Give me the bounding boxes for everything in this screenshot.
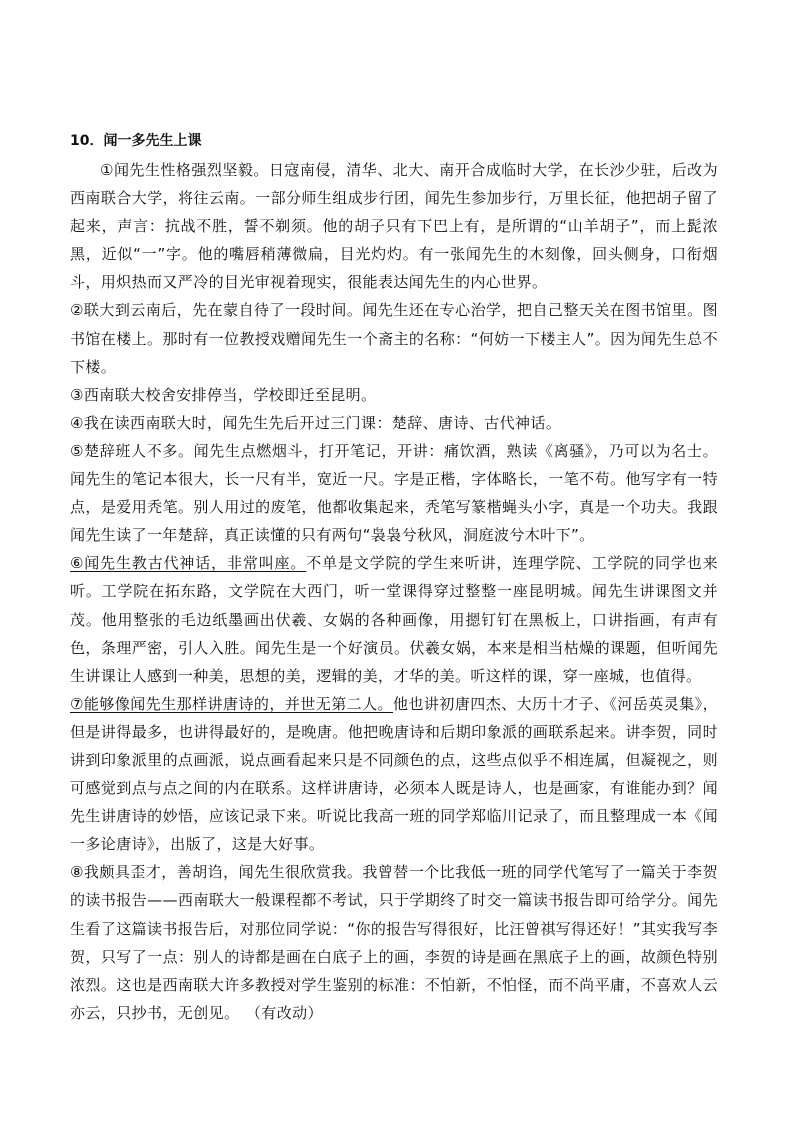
paragraph-4 [70, 409, 718, 437]
adaptation-note: （有改动） [253, 1003, 323, 1022]
paragraph-2-text: ②联大到云南后，先在蒙自待了一段时间。闻先生还在专心治学，把自己整天关在图书馆里。图书馆在楼上。那时有一位教授戏赠闻先生一个斋主的名称：“何妨一下楼主人”。因为闻先生总不下楼。 [70, 301, 718, 376]
paragraph-1 [70, 156, 718, 296]
paragraph-6-text: 不单是文学院的学生来听讲，连理学院、工学院的同学也来听。工学院在拓东路，文学院在大西门，听一堂课得穿过整整一座昆明城。闻先生讲课图文并茂。他用整张的毛边纸墨画出伏羲、女娲的各种画像，用摁钉钉在黑板上，口讲指画，有声有色，条理严密，引人入胜。闻先生是一个好演员。伏羲女娲，本来是相当枯燥的课题，但听闻先生讲课让人感到一种美，思想的美，逻辑的美，才华的美。听这样的课，穿一座城，也值得。 [70, 554, 719, 685]
paragraph-2 [70, 296, 718, 380]
paragraph-1-text: ①闻先生性格强烈坚毅。日寇南侵，清华、北大、南开合成临时大学，在长沙少驻，后改为西南联合大学，将往云南。一部分师生组成步行团，闻先生参加步行，万里长征，他把胡子留了起来，声言：抗战不胜，誓不剃须。他的胡子只有下巴上有，是所谓的“山羊胡子”，而上髭浓黑，近似“一”字。他的嘴唇稍薄微扁，目光灼灼。有一张闻先生的木刻像，回头侧身，口衔烟斗，用炽热而又严冷的目光审视着现实，很能表达闻先生的内心世界。 [70, 161, 718, 292]
paragraph-5-text: ⑤楚辞班人不多。闻先生点燃烟斗，打开笔记，开讲：痛饮酒，熟读《离骚》，乃可以为名士。闻先生的笔记本很大，长一尺有半，宽近一尺。字是正楷，字体略长，一笔不苟。他写字有一特点，是爱用秃笔。别人用过的废笔，他都收集起来，秃笔写篆楷蝇头小字，真是一个功夫。我跟闻先生读了一年楚辞，真正读懂的只有两句“袅袅兮秋风，洞庭波兮木叶下”。 [70, 441, 718, 545]
paragraph-7 [70, 690, 718, 859]
paragraph-3 [70, 381, 718, 409]
paragraph-6 [70, 549, 718, 689]
paragraph-8-text: ⑧我颇具歪才，善胡诌，闻先生很欣赏我。我曾替一个比我低一班的同学代笔写了一篇关于李贺的读书报告——西南联大一般课程都不考试，只于学期终了时交一篇读书报告即可给学分。闻先生看了这篇读书报告后，对那位同学说：“你的报告写得很好，比汪曾祺写得还好！”其实我写李贺，只写了一点：别人的诗都是画在白底子上的画，李贺的诗是画在黑底子上的画，故颜色特别浓烈。这也是西南联大许多教授对学生鉴别的标准：不怕新，不怕怪，而不尚平庸，不喜欢人云亦云，只抄书，无创见。 [70, 863, 718, 1022]
paragraph-5 [70, 437, 718, 549]
document-page [70, 128, 718, 1027]
paragraph-7-underlined-sentence: ⑦能够像闻先生那样讲唐诗的，并世无第二人。 [70, 694, 394, 713]
paragraph-8 [70, 858, 718, 1027]
paragraph-4-text: ④我在读西南联大时，闻先生先后开过三门课：楚辞、唐诗、古代神话。 [70, 413, 562, 432]
question-title: 10．闻一多先生上课 [70, 133, 202, 149]
paragraph-6-underlined-sentence: ⑥闻先生教古代神话，非常叫座。 [70, 554, 307, 573]
paragraph-3-text: ③西南联大校舍安排停当，学校即迁至昆明。 [70, 385, 377, 404]
paragraph-7-text: 他也讲初唐四杰、大历十才子、《河岳英灵集》，但是讲得最多，也讲得最好的，是晚唐。他把晚唐诗和后期印象派的画联系起来。讲李贺，同时讲到印象派里的点画派，说点画看起来只是不同颜色的点，这些点似乎不相连属，但凝视之，则可感觉到点与点之间的内在联系。这样讲唐诗，必须本人既是诗人，也是画家，有谁能办到？闻先生讲唐诗的妙悟，应该记录下来。听说比我高一班的同学郑临川记录了，而且整理成一本《闻一多论唐诗》，出版了，这是大好事。 [70, 694, 718, 854]
